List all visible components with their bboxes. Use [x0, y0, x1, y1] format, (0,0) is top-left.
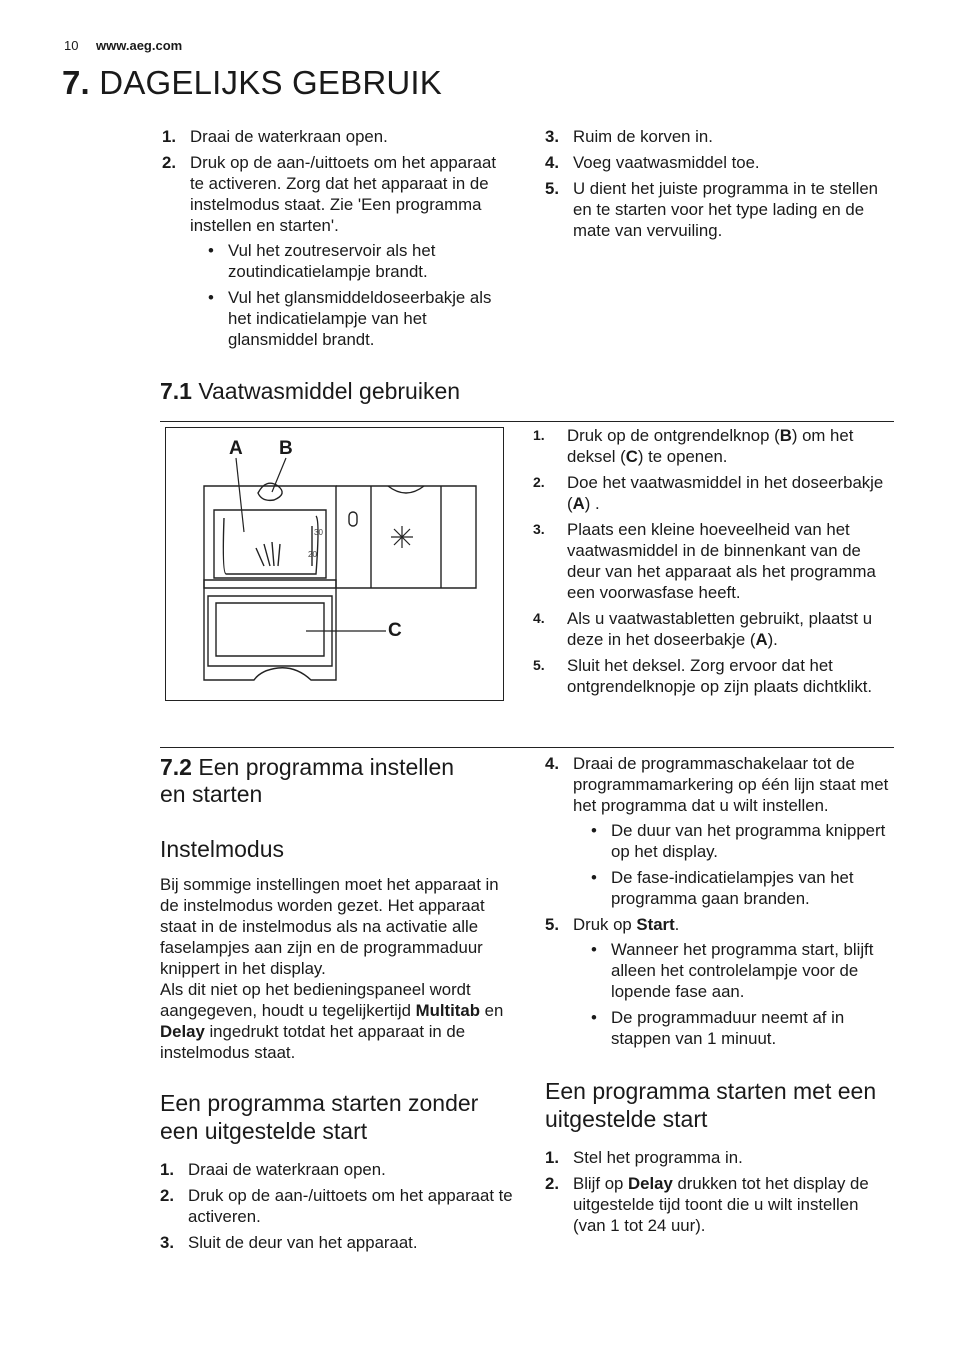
step-text: drukken tot het display de uitgestelde tijd toont die u wilt instellen (van 1 tot 24 uur). [573, 1174, 869, 1235]
step-number: 2. [545, 1174, 559, 1193]
key-delay: Delay [160, 1022, 205, 1041]
key-start: Start [636, 915, 675, 934]
bullet-dot: • [591, 1008, 597, 1027]
text: ingedrukt totdat het apparaat in de instelmodus staat. [160, 1022, 466, 1062]
zonder-steps [160, 1159, 515, 1253]
section-71-steps [533, 425, 891, 702]
section-72-left [160, 754, 515, 1258]
chapter-number: 7. [62, 64, 90, 101]
step-number: 4. [545, 754, 559, 773]
step-text: ). [767, 630, 778, 649]
step-text: Voeg vaatwasmiddel toe. [573, 153, 760, 172]
instelmodus-heading: Instelmodus [160, 836, 285, 862]
key-multitab: Multitab [415, 1001, 480, 1020]
header-url: www.aeg.com [96, 38, 183, 53]
step-text: Druk op de aan-/uittoets om het apparaat te activeren. [188, 1186, 513, 1226]
list-item [533, 472, 891, 514]
list-item [160, 1159, 515, 1180]
step-number: 3. [533, 521, 545, 537]
list-item [545, 1173, 893, 1236]
step-text: Als u vaatwastabletten gebruikt, plaatst u deze in het doseerbakje ( [567, 609, 873, 649]
bullet-dot: • [208, 241, 214, 260]
paragraph [160, 979, 515, 1063]
list-item [162, 126, 514, 147]
bullet-dot: • [208, 288, 214, 307]
bullet-item [591, 939, 893, 1002]
intro-right-column [545, 126, 893, 246]
section-rule [160, 421, 894, 422]
bullet-text: Wanneer het programma start, blijft alleen het controlelampje voor de lopende fase aan. [611, 940, 874, 1001]
bullet-text: De duur van het programma knippert op het display. [611, 821, 886, 861]
list-item [533, 608, 891, 650]
step-text: Ruim de korven in. [573, 127, 713, 146]
step-number: 5. [545, 915, 559, 934]
section-title: Een programma instellen [198, 754, 455, 780]
text: en [479, 1001, 504, 1020]
step-text: Plaats een kleine hoeveelheid van het vaatwasmiddel in de binnenkant van de deur van het apparaat als het programma een voorwasfase heeft. [567, 520, 876, 602]
step-number: 2. [160, 1186, 174, 1205]
section-title: en starten [160, 781, 263, 807]
step-text: ) om het deksel ( [567, 426, 854, 466]
list-item [533, 655, 891, 697]
step-number: 1. [160, 1160, 174, 1179]
list-item [545, 126, 893, 147]
step-number: 3. [545, 127, 559, 146]
chapter-title [62, 64, 442, 102]
bullet-item [208, 240, 514, 282]
step-text: Sluit de deur van het apparaat. [188, 1233, 418, 1252]
section-rule [160, 747, 894, 748]
section-72-heading [160, 754, 515, 808]
step-text: Sluit het deksel. Zorg ervoor dat het ontgrendelknopje op zijn plaats dichtklikt. [567, 656, 873, 696]
intro-left-column [162, 126, 514, 355]
step-text: Druk op de aan-/uittoets om het apparaat te activeren. Zorg dat het apparaat in de instelmodus staat. Zie 'Een programma instellen en starten'. [190, 153, 496, 235]
step-number: 2. [533, 474, 545, 490]
step-number: 1. [533, 427, 545, 443]
list-item [533, 519, 891, 603]
section-71-heading [160, 378, 460, 405]
bullet-item [591, 1007, 893, 1049]
step-text: Doe het vaatwasmiddel in het doseerbakje ( [567, 473, 884, 513]
list-item [545, 152, 893, 173]
list-item [545, 914, 893, 1049]
paragraph: Bij sommige instellingen moet het apparaat in de instelmodus worden gezet. Het apparaat staat in de instelmodus als na activatie alle faselampjes aan zijn en de programmaduur knippert in het display. [160, 875, 499, 978]
step-number: 1. [545, 1148, 559, 1167]
list-item [545, 753, 893, 909]
bullet-dot: • [591, 821, 597, 840]
figure-label-c: C [388, 620, 402, 641]
step-number: 5. [545, 179, 559, 198]
list-item [533, 425, 891, 467]
scale-20: 20 [308, 550, 317, 559]
step-text: Druk op de ontgrendelknop ( [567, 426, 780, 445]
section-72-right [545, 753, 893, 1241]
step-text: Stel het programma in. [573, 1148, 743, 1167]
step-number: 4. [533, 610, 545, 626]
bullet-item [591, 867, 893, 909]
bullet-dot: • [591, 868, 597, 887]
step-number: 2. [162, 153, 176, 172]
chapter-title-text: DAGELIJKS GEBRUIK [99, 64, 442, 101]
step-text: Draai de waterkraan open. [190, 127, 388, 146]
text: Als dit niet op het bedieningspaneel wordt aangegeven, houdt u tegelijkertijd [160, 980, 471, 1020]
step-number: 3. [160, 1233, 174, 1252]
met-heading: Een programma starten met een uitgestelde start [545, 1078, 877, 1132]
zonder-heading: Een programma starten zonder een uitgestelde start [160, 1090, 479, 1144]
list-item [160, 1185, 515, 1227]
step-text: Draai de programmaschakelaar tot de programmamarkering op één lijn staat met het programma dat u wilt instellen. [573, 754, 889, 815]
bullet-text: De programmaduur neemt af in stappen van 1 minuut. [611, 1008, 845, 1048]
step-text: ) te openen. [637, 447, 728, 466]
detergent-dispenser-figure [165, 427, 504, 701]
section-number: 7.1 [160, 378, 192, 404]
bullet-dot: • [591, 940, 597, 959]
list-item [162, 152, 514, 350]
list-item [160, 1232, 515, 1253]
scale-30: 30 [314, 528, 323, 537]
step-text: Blijf op [573, 1174, 629, 1193]
list-item [545, 178, 893, 241]
figure-label-b: B [279, 438, 293, 459]
bullet-item [208, 287, 514, 350]
step-text: . [674, 915, 680, 934]
step-number: 5. [533, 657, 545, 673]
step-ref: A [755, 630, 768, 649]
bullet-text: De fase-indicatielampjes van het programma gaan branden. [611, 868, 854, 908]
step-text: Draai de waterkraan open. [188, 1160, 386, 1179]
page-number: 10 [64, 38, 79, 53]
list-item [545, 1147, 893, 1168]
dispenser-drawing [166, 428, 503, 700]
section-title: Vaatwasmiddel gebruiken [198, 378, 461, 404]
step-text: U dient het juiste programma in te stellen en te starten voor het type lading en de mate van vervuiling. [573, 179, 879, 240]
step-ref: B [779, 426, 792, 445]
step-number: 4. [545, 153, 559, 172]
met-steps [545, 1147, 893, 1236]
bullet-text: Vul het zoutreservoir als het zoutindicatielampje brandt. [228, 241, 436, 281]
bullet-text: Vul het glansmiddeldoseerbakje als het indicatielampje van het glansmiddel brandt. [228, 288, 492, 349]
key-delay: Delay [628, 1174, 673, 1193]
step-text: ) . [584, 494, 600, 513]
step-text: Druk op [573, 915, 637, 934]
instelmodus-text [160, 874, 515, 1063]
step-ref: C [625, 447, 638, 466]
step-number: 1. [162, 127, 176, 146]
bullet-item [591, 820, 893, 862]
step-ref: A [572, 494, 585, 513]
figure-label-a: A [229, 438, 243, 459]
section-number: 7.2 [160, 754, 192, 780]
